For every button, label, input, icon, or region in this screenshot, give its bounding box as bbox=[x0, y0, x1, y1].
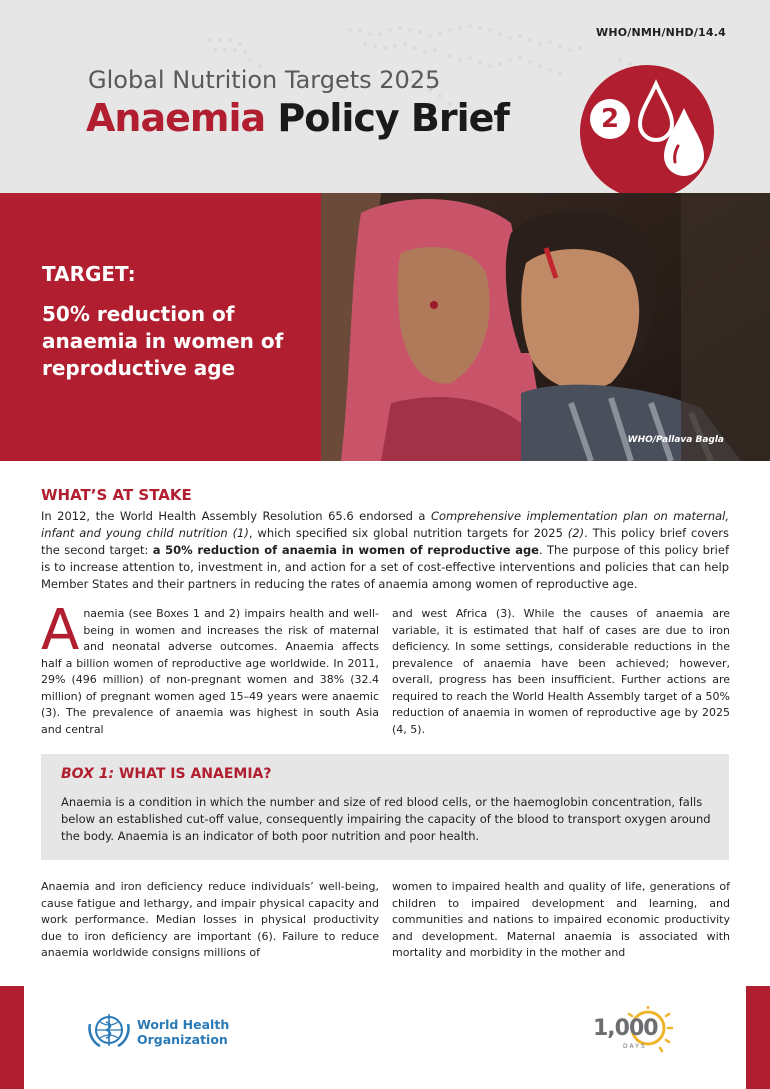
who-wordmark bbox=[137, 1017, 229, 1047]
body-column-left bbox=[41, 598, 379, 738]
page-title-rest: Policy Brief bbox=[277, 96, 509, 140]
intro-reference: (2) bbox=[567, 526, 585, 540]
intro-text: . The purpose of this policy brief is to increase attention to, investment in, and action for a set of cost-effective interventions and policies that can help Member States and their partners in reducing the rates of anaemia among women of reproductive age. bbox=[41, 543, 730, 591]
intro-text: . This policy brief covers the second target: bbox=[41, 526, 730, 557]
footer-bar-right bbox=[746, 986, 770, 1089]
body-text: naemia (see Boxes 1 and 2) impairs health and well-being in women and increases the risk of maternal and neonatal adverse outcomes. Anaemia affects half a billion women of reproductive age worldwide. In 2011, 29% (496 million) of non-pregnant women and 38% (32.4 million) of pregnant women aged 15–49 years were anaemic (3). The prevalence of anaemia was highest in south Asia and central bbox=[41, 607, 379, 736]
body-column-right-2: women to impaired health and quality of life, generations of children to impaired development and learning, and communities and nations to impaired economic productivity and development. Maternal anaemia is associated with mortality and morbidity in the mother and bbox=[392, 880, 730, 959]
intro-italic-text: Comprehensive implementation plan on maternal, infant and young child nutrition (1) bbox=[41, 509, 730, 540]
target-label: TARGET: bbox=[42, 262, 136, 286]
footer-bar-left bbox=[0, 986, 24, 1089]
who-wordmark-line2: Organization bbox=[137, 1032, 228, 1047]
cover-photo bbox=[321, 193, 770, 461]
thousand-days-logo-subtext: DAYS bbox=[623, 1043, 647, 1050]
photo-credit: WHO/Pallava Bagla bbox=[627, 435, 724, 445]
intro-text: , which specified six global nutrition targets for 2025 bbox=[248, 526, 568, 540]
body-text: and west Africa (3). While the causes of anaemia are variable, it is estimated that half of cases are due to iron deficiency. In some settings, considerable reductions in the prevalence of anaemia have been achieved; however, overall, progress has been insufficient. Further actions are required to reach the World Health Assembly target of a 50% reduction of anaemia in women of reproductive age by 2025 (4, 5). bbox=[392, 607, 730, 736]
body-column-right bbox=[392, 606, 730, 738]
who-wordmark-line1: World Health bbox=[137, 1017, 230, 1032]
drop-cap: A bbox=[41, 598, 80, 663]
page-title-highlight: Anaemia bbox=[86, 96, 266, 140]
mother-and-child-photo bbox=[321, 193, 770, 461]
thousand-days-logo-text: 1,000 bbox=[593, 1016, 658, 1041]
intro-paragraph bbox=[41, 508, 729, 593]
body-column-left-2: Anaemia and iron deficiency reduce individuals’ well-being, cause fatigue and lethargy, and impair physical capacity and work performance. Median losses in physical productivity due to iron deficiency are important (6). Failure to reduce anaemia worldwide consigns millions of bbox=[41, 880, 379, 959]
box-what-is-anaemia bbox=[41, 754, 729, 860]
blood-drops-icon bbox=[628, 78, 708, 178]
intro-text: In 2012, the World Health Assembly Resolution 65.6 endorsed a bbox=[41, 509, 431, 523]
target-number: 2 bbox=[590, 99, 630, 139]
document-code: WHO/NMH/NHD/14.4 bbox=[596, 26, 726, 39]
intro-bold-text: a 50% reduction of anaemia in women of reproductive age bbox=[152, 543, 539, 557]
section-heading-stake: WHAT’S AT STAKE bbox=[41, 486, 192, 504]
box-text: Anaemia is a condition in which the number and size of red blood cells, or the haemoglobin concentration, falls below an established cut-off value, consequently impairing the capacity of the blood to transport oxygen around the body. Anaemia is an indicator of both poor nutrition and poor health. bbox=[61, 795, 711, 843]
box-title bbox=[61, 766, 272, 782]
series-title: Global Nutrition Targets 2025 bbox=[88, 66, 441, 94]
who-emblem-icon bbox=[86, 1010, 132, 1050]
page-title bbox=[86, 96, 509, 140]
box-title-prefix: BOX 1: bbox=[61, 766, 115, 782]
box-title-text: WHAT IS ANAEMIA? bbox=[118, 766, 272, 782]
target-statement: 50% reduction of anaemia in women of reproductive age bbox=[42, 302, 284, 380]
